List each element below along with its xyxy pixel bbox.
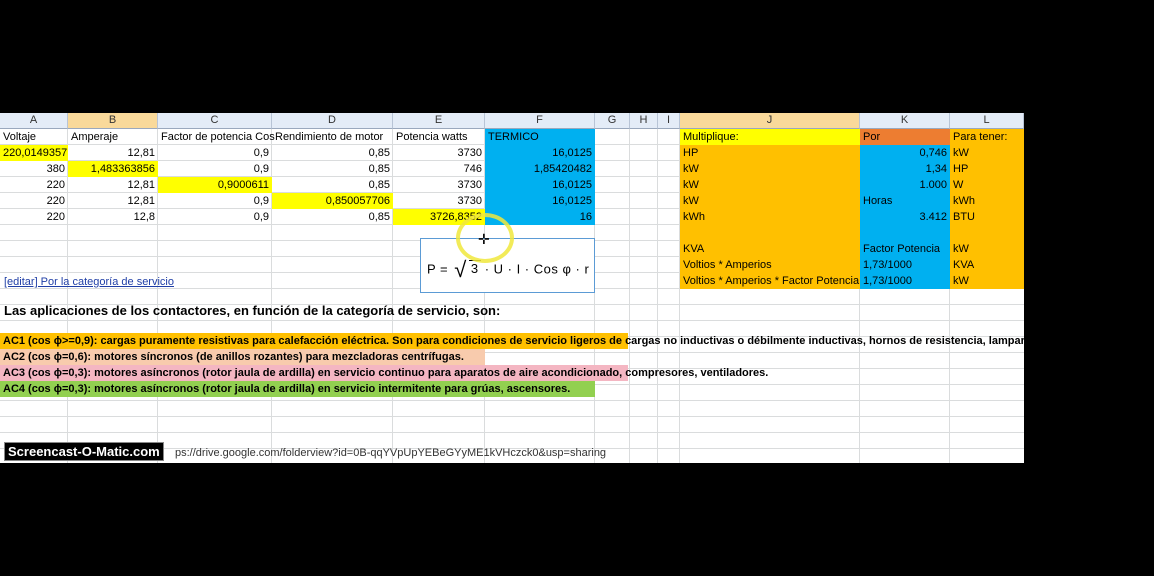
gridline-v — [629, 129, 630, 463]
cell-A5[interactable]: 220 — [46, 195, 65, 207]
cell-B3[interactable]: 1,483363856 — [68, 161, 158, 177]
cell-E2[interactable]: 3730 — [457, 147, 482, 159]
column-header-E[interactable]: E — [393, 113, 485, 129]
cell-L2[interactable]: kW — [950, 145, 1024, 161]
cell-J1[interactable]: Multiplique: — [680, 129, 860, 145]
column-header-D[interactable]: D — [272, 113, 393, 129]
cell-D2[interactable]: 0,85 — [368, 147, 390, 159]
cell-L4[interactable]: W — [950, 177, 1024, 193]
formula-rest: · U · I · Cos φ · r — [484, 261, 590, 277]
cell-B6[interactable]: 12,8 — [133, 211, 155, 223]
cell-F5[interactable]: 16,0125 — [485, 193, 595, 209]
formula-text — [427, 257, 589, 283]
cell-C1[interactable]: Factor de potencia Cos — [161, 131, 275, 143]
cell-K3[interactable]: 1,34 — [860, 161, 950, 177]
cell-D6[interactable]: 0,85 — [368, 211, 390, 223]
column-header-F[interactable]: F — [485, 113, 595, 129]
cell-J4[interactable]: kW — [680, 177, 860, 193]
cell-L5[interactable]: kWh — [950, 193, 1024, 209]
column-header-A[interactable]: A — [0, 113, 68, 129]
cell-J8[interactable]: KVA — [680, 241, 860, 257]
mouse-cursor-icon: ✛ — [478, 231, 490, 247]
column-header-B[interactable]: B — [68, 113, 158, 129]
cell-F3[interactable]: 1,85420482 — [485, 161, 595, 177]
ac-row-text: AC1 (cos ϕ>=0,9): cargas puramente resistivas para calefacción eléctrica. Son para condiciones de servicio ligeros de cargas no inductivas o débilmente inductivas, hornos de resistencia, lamparas de incandescencia, d — [3, 335, 1151, 347]
column-header-L[interactable]: L — [950, 113, 1024, 129]
cell-K10[interactable]: 1,73/1000 — [860, 273, 950, 289]
cell-F4[interactable]: 16,0125 — [485, 177, 595, 193]
url-text: ps://drive.google.com/folderview?id=0B-qqYVpUpYEBeGYyME1kVHczck0&usp=sharing — [175, 447, 607, 459]
cell-K8[interactable]: Factor Potencia — [860, 241, 950, 257]
cell-D3[interactable]: 0,85 — [368, 163, 390, 175]
cell-C6[interactable]: 0,9 — [253, 211, 269, 223]
cell-B1[interactable]: Amperaje — [71, 131, 119, 143]
cell-L8[interactable]: kW — [950, 241, 1024, 257]
cell-J2[interactable]: HP — [680, 145, 860, 161]
column-header-K[interactable]: K — [860, 113, 950, 129]
cell-E3[interactable]: 746 — [463, 163, 482, 175]
cell-L6[interactable]: BTU — [950, 209, 1024, 225]
cell-A6[interactable]: 220 — [46, 211, 65, 223]
cell-K1[interactable]: Por — [860, 129, 950, 145]
cell-L1[interactable]: Para tener: — [950, 129, 1024, 145]
ac-row-3[interactable] — [0, 365, 771, 381]
section-heading: Las aplicaciones de los contactores, en función de la categoría de servicio, son: — [4, 303, 501, 318]
gridline-h — [0, 432, 1024, 433]
cell-L10[interactable]: kW — [950, 273, 1024, 289]
cell-E4[interactable]: 3730 — [457, 179, 482, 191]
cell-K4[interactable]: 1.000 — [860, 177, 950, 193]
cell-E5[interactable]: 3730 — [457, 195, 482, 207]
cell-D5[interactable]: 0,850057706 — [272, 193, 393, 209]
cell-D4[interactable]: 0,85 — [368, 179, 390, 191]
cell-K5[interactable]: Horas — [860, 193, 950, 209]
cell-E1[interactable]: Potencia watts — [396, 131, 468, 143]
column-header-I[interactable]: I — [658, 113, 680, 129]
cell-J10[interactable]: Voltios * Amperios * Factor Potencia — [680, 273, 860, 289]
cell-A2[interactable]: 220,0149357 — [0, 145, 68, 161]
gridline-h — [0, 416, 1024, 417]
watermark: Screencast-O-Matic.com — [4, 442, 164, 461]
cell-B2[interactable]: 12,81 — [127, 147, 155, 159]
cell-J5[interactable]: kW — [680, 193, 860, 209]
cell-L9[interactable]: KVA — [950, 257, 1024, 273]
cell-F6[interactable]: 16 — [485, 209, 595, 225]
cell-A3[interactable]: 380 — [46, 163, 65, 175]
sqrt-symbol: √ — [454, 257, 467, 282]
column-header-G[interactable]: G — [595, 113, 630, 129]
cell-A1[interactable]: Voltaje — [3, 131, 37, 143]
edit-link[interactable]: [editar] Por la categoría de servicio — [4, 276, 174, 288]
cell-D1[interactable]: Rendimiento de motor — [275, 131, 384, 143]
ac-row-text: AC2 (cos ϕ=0,6): motores síncronos (de anillos rozantes) para mezcladoras centrífugas. — [3, 351, 464, 363]
cell-B5[interactable]: 12,81 — [127, 195, 155, 207]
ac-row-text: AC3 (cos ϕ=0,3): motores asíncronos (rotor jaula de ardilla) en servicio continuo para aparatos de aire acondicionado, compresores, ventiladores. — [3, 367, 769, 379]
cell-K9[interactable]: 1,73/1000 — [860, 257, 950, 273]
cell-K7[interactable] — [860, 225, 950, 241]
column-header-J[interactable]: J — [680, 113, 860, 129]
cell-J7[interactable] — [680, 225, 860, 241]
cell-J3[interactable]: kW — [680, 161, 860, 177]
ac-row-2[interactable] — [0, 349, 467, 365]
gridline-h — [0, 400, 1024, 401]
column-header-C[interactable]: C — [158, 113, 272, 129]
cell-C3[interactable]: 0,9 — [253, 163, 269, 175]
cell-C4[interactable]: 0,9000611 — [158, 177, 272, 193]
cell-F1[interactable]: TERMICO — [485, 129, 595, 145]
cell-J9[interactable]: Voltios * Amperios — [680, 257, 860, 273]
cell-C5[interactable]: 0,9 — [253, 195, 269, 207]
cell-A4[interactable]: 220 — [46, 179, 65, 191]
cell-C2[interactable]: 0,9 — [253, 147, 269, 159]
formula-three: 3 — [470, 261, 479, 277]
cell-E6[interactable]: 3726,8352 — [393, 209, 485, 225]
cell-F2[interactable]: 16,0125 — [485, 145, 595, 161]
cell-L7[interactable] — [950, 225, 1024, 241]
cell-B4[interactable]: 12,81 — [127, 179, 155, 191]
cell-J6[interactable]: kWh — [680, 209, 860, 225]
cell-K2[interactable]: 0,746 — [860, 145, 950, 161]
formula-p: P = — [427, 261, 449, 277]
spreadsheet — [0, 113, 1151, 463]
ac-row-4[interactable] — [0, 381, 573, 397]
ac-row-text: AC4 (cos ϕ=0,3): motores asíncronos (rotor jaula de ardilla) en servicio intermitente para grúas, ascensores. — [3, 383, 571, 395]
gridline-h — [0, 320, 1024, 321]
gridline-v — [657, 129, 658, 463]
cell-K6[interactable]: 3.412 — [860, 209, 950, 225]
cell-L3[interactable]: HP — [950, 161, 1024, 177]
column-header-H[interactable]: H — [630, 113, 658, 129]
url-cell — [172, 445, 609, 461]
ac-row-1[interactable] — [0, 333, 1154, 349]
